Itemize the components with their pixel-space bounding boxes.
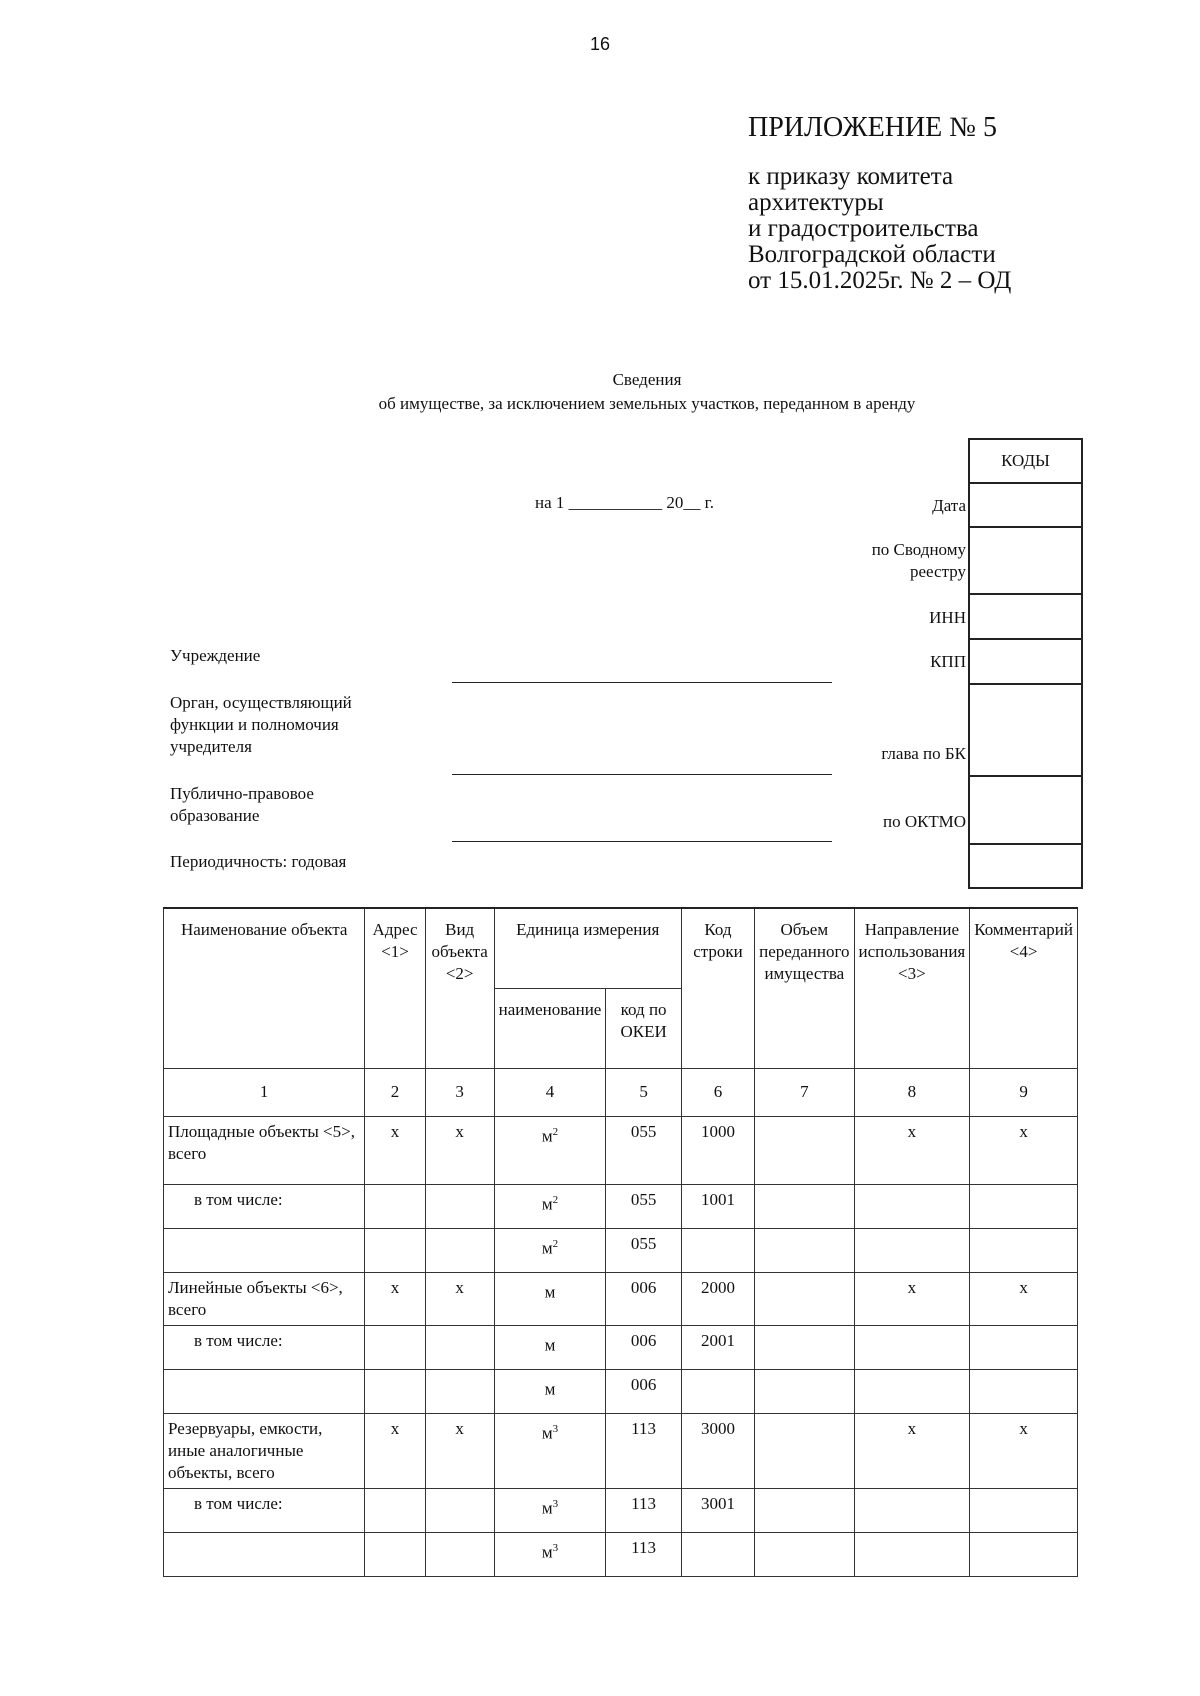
row-kind[interactable] (425, 1369, 494, 1413)
row-kind[interactable] (425, 1532, 494, 1576)
row-volume[interactable] (755, 1413, 854, 1488)
organ-label-line: Орган, осуществляющий (170, 693, 352, 712)
table-row (164, 1488, 1078, 1532)
date-label: Дата (932, 496, 966, 515)
row-unit[interactable] (494, 1369, 606, 1413)
appendix-line: к приказу комитета (748, 163, 954, 190)
entity-label (170, 783, 314, 827)
document-title-line: Сведения (612, 370, 682, 389)
column-number: 4 (494, 1068, 606, 1116)
report-period: на 1 ___________ 20__ г. (535, 493, 714, 512)
bk-label: глава по БК (881, 744, 966, 763)
entity-label-line: образование (170, 806, 260, 825)
table-row (164, 1532, 1078, 1576)
unit-text: м (541, 1542, 553, 1562)
row-kind[interactable]: x (425, 1116, 494, 1184)
table-row (164, 1228, 1078, 1272)
row-okei[interactable]: 055 (606, 1116, 682, 1184)
column-number: 6 (681, 1068, 754, 1116)
table-row (164, 1325, 1078, 1369)
unit-exponent: 2 (552, 1237, 559, 1250)
row-address[interactable] (365, 1184, 425, 1228)
row-volume[interactable] (755, 1369, 854, 1413)
unit-text: м (544, 1379, 556, 1399)
appendix-line: от 15.01.2025г. № 2 – ОД (748, 267, 1012, 294)
date-code-cell[interactable] (969, 483, 1082, 527)
row-comment[interactable]: x (970, 1413, 1078, 1488)
registry-label-line: по Сводному (871, 540, 966, 559)
kpp-code-cell[interactable] (969, 639, 1082, 684)
row-kind[interactable]: x (425, 1413, 494, 1488)
header-volume: Объем переданного имущества (755, 908, 854, 1068)
row-direction[interactable]: x (854, 1413, 970, 1488)
codes-header: КОДЫ (969, 439, 1082, 483)
appendix-title: ПРИЛОЖЕНИЕ № 5 (748, 112, 997, 143)
unit-text: м (541, 1423, 553, 1443)
unit-text: м (541, 1498, 553, 1518)
oktmo-label: по ОКТМО (882, 812, 966, 831)
row-okei[interactable]: 113 (606, 1532, 682, 1576)
row-name[interactable] (164, 1532, 365, 1576)
column-number: 8 (854, 1068, 970, 1116)
page-number: 16 (589, 34, 611, 54)
organ-label-line: функции и полномочия (170, 715, 339, 734)
row-okei[interactable]: 113 (606, 1488, 682, 1532)
row-direction[interactable] (854, 1532, 970, 1576)
unit-text: м (544, 1335, 556, 1355)
column-number: 9 (970, 1068, 1078, 1116)
row-code[interactable] (681, 1532, 754, 1576)
institution-line[interactable] (452, 682, 832, 683)
periodicity-label: Периодичность: годовая (170, 852, 347, 871)
row-address[interactable]: x (365, 1272, 425, 1325)
oktmo-code-cell[interactable] (969, 776, 1082, 844)
row-volume[interactable] (755, 1272, 854, 1325)
row-comment[interactable]: x (970, 1116, 1078, 1184)
row-comment[interactable] (970, 1532, 1078, 1576)
row-name[interactable] (164, 1228, 365, 1272)
header-row-code: Код строки (681, 908, 754, 1068)
header-unit-code: код по ОКЕИ (606, 988, 682, 1068)
registry-label-line: реестру (910, 562, 966, 581)
appendix-order (748, 164, 1011, 294)
row-okei[interactable]: 113 (606, 1413, 682, 1488)
row-address[interactable]: x (365, 1116, 425, 1184)
appendix-line: архитектуры (748, 189, 884, 216)
row-volume[interactable] (755, 1184, 854, 1228)
row-okei[interactable]: 006 (606, 1369, 682, 1413)
row-name[interactable]: Резервуары, емкости, иные аналогичные объекты, всего (164, 1413, 365, 1488)
row-comment[interactable] (970, 1325, 1078, 1369)
unit-exponent: 3 (552, 1497, 559, 1510)
row-comment[interactable]: x (970, 1272, 1078, 1325)
row-okei[interactable]: 055 (606, 1228, 682, 1272)
header-unit-name: наименование (494, 988, 606, 1068)
extra-code-cell[interactable] (969, 844, 1082, 888)
row-unit[interactable] (494, 1184, 606, 1228)
appendix-line: и градостроительства (748, 215, 979, 242)
row-comment[interactable] (970, 1488, 1078, 1532)
property-table (163, 907, 1078, 1577)
row-volume[interactable] (755, 1488, 854, 1532)
unit-exponent: 2 (552, 1193, 559, 1206)
column-number: 1 (164, 1068, 365, 1116)
unit-exponent: 3 (552, 1541, 559, 1554)
row-address[interactable] (365, 1228, 425, 1272)
header-unit: Единица измерения (494, 908, 681, 988)
row-direction[interactable] (854, 1325, 970, 1369)
institution-label: Учреждение (170, 646, 261, 665)
registry-label (786, 539, 966, 583)
row-volume[interactable] (755, 1228, 854, 1272)
column-number: 7 (755, 1068, 854, 1116)
row-address[interactable] (365, 1532, 425, 1576)
unit-text: м (541, 1126, 553, 1146)
row-comment[interactable] (970, 1184, 1078, 1228)
entity-label-line: Публично-правовое (170, 784, 314, 803)
inn-code-cell[interactable] (969, 594, 1082, 639)
document-title (0, 368, 1200, 416)
table-row (164, 1272, 1078, 1325)
row-address[interactable]: x (365, 1413, 425, 1488)
header-address: Адрес <1> (365, 908, 425, 1068)
row-unit[interactable] (494, 1228, 606, 1272)
row-unit[interactable] (494, 1272, 606, 1325)
row-name[interactable] (164, 1369, 365, 1413)
row-name[interactable]: Линейные объекты <6>, всего (164, 1272, 365, 1325)
row-okei[interactable]: 006 (606, 1325, 682, 1369)
row-volume[interactable] (755, 1532, 854, 1576)
entity-line[interactable] (452, 841, 832, 842)
row-unit[interactable] (494, 1413, 606, 1488)
row-kind[interactable] (425, 1488, 494, 1532)
row-kind[interactable] (425, 1184, 494, 1228)
table-row (164, 1184, 1078, 1228)
row-unit[interactable] (494, 1116, 606, 1184)
row-direction[interactable]: x (854, 1272, 970, 1325)
row-okei[interactable]: 055 (606, 1184, 682, 1228)
row-comment[interactable] (970, 1228, 1078, 1272)
row-okei[interactable]: 006 (606, 1272, 682, 1325)
row-direction[interactable] (854, 1369, 970, 1413)
header-comment: Комментарий <4> (970, 908, 1078, 1068)
organ-line[interactable] (452, 774, 832, 775)
unit-text: м (541, 1194, 553, 1214)
registry-code-cell[interactable] (969, 527, 1082, 594)
row-code[interactable] (681, 1228, 754, 1272)
kpp-label: КПП (930, 652, 966, 671)
header-name: Наименование объекта (164, 908, 365, 1068)
row-code[interactable]: 3000 (681, 1413, 754, 1488)
row-address[interactable] (365, 1369, 425, 1413)
row-direction[interactable]: x (854, 1116, 970, 1184)
table-row (164, 1116, 1078, 1184)
row-direction[interactable] (854, 1228, 970, 1272)
organ-label (170, 692, 352, 758)
header-kind: Вид объекта <2> (425, 908, 494, 1068)
row-unit[interactable] (494, 1325, 606, 1369)
row-code[interactable] (681, 1369, 754, 1413)
row-code[interactable]: 2000 (681, 1272, 754, 1325)
row-direction[interactable] (854, 1488, 970, 1532)
row-volume[interactable] (755, 1325, 854, 1369)
row-direction[interactable] (854, 1184, 970, 1228)
row-code[interactable]: 1001 (681, 1184, 754, 1228)
unit-exponent: 3 (552, 1422, 559, 1435)
row-code[interactable]: 1000 (681, 1116, 754, 1184)
row-name[interactable]: в том числе: (164, 1325, 365, 1369)
unit-text: м (541, 1238, 553, 1258)
row-unit[interactable] (494, 1532, 606, 1576)
bk-code-cell[interactable] (969, 684, 1082, 776)
row-address[interactable] (365, 1325, 425, 1369)
unit-exponent: 2 (552, 1125, 559, 1138)
row-kind[interactable] (425, 1325, 494, 1369)
column-number: 2 (365, 1068, 425, 1116)
row-name[interactable]: в том числе: (164, 1184, 365, 1228)
organ-label-line: учредителя (170, 737, 252, 756)
row-kind[interactable]: x (425, 1272, 494, 1325)
appendix-line: Волгоградской области (748, 241, 996, 268)
row-comment[interactable] (970, 1369, 1078, 1413)
row-address[interactable] (365, 1488, 425, 1532)
row-volume[interactable] (755, 1116, 854, 1184)
row-kind[interactable] (425, 1228, 494, 1272)
row-code[interactable]: 3001 (681, 1488, 754, 1532)
document-title-line: об имуществе, за исключением земельных участков, переданном в аренду (378, 394, 916, 413)
row-code[interactable]: 2001 (681, 1325, 754, 1369)
row-name[interactable]: в том числе: (164, 1488, 365, 1532)
table-body (164, 1116, 1078, 1576)
inn-label: ИНН (929, 608, 966, 627)
column-number: 3 (425, 1068, 494, 1116)
column-number: 5 (606, 1068, 682, 1116)
table-row (164, 1369, 1078, 1413)
header-direction: Направление использования <3> (854, 908, 970, 1068)
row-unit[interactable] (494, 1488, 606, 1532)
row-name[interactable]: Площадные объекты <5>, всего (164, 1116, 365, 1184)
codes-table (968, 438, 1083, 889)
unit-text: м (544, 1282, 556, 1302)
table-row (164, 1413, 1078, 1488)
